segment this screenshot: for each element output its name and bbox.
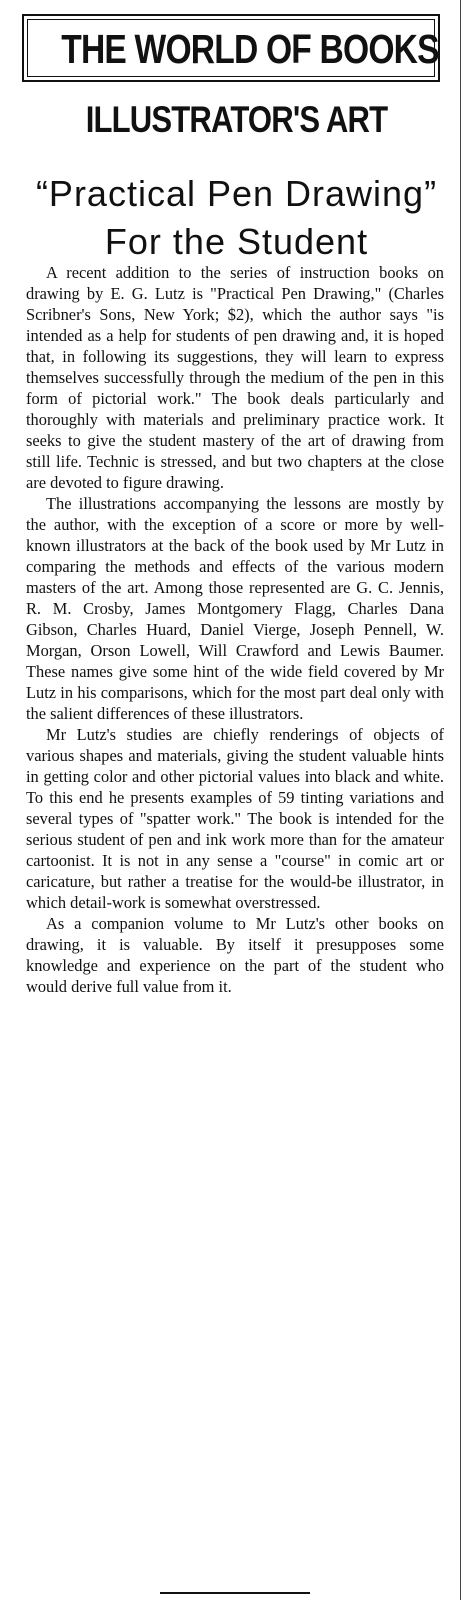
paragraph: Mr Lutz's studies are chiefly renderings of objects of various shapes and materials, giving the student valuable hints in getting color and other pictorial values into black and white. To this end he presents examples of 59 tinting variations and several types of "spatter work." The book is intended for the serious student of pen and ink work more than for the amateur cartoonist. It is not in any sense a "course" in comic art or caricature, but rather a treatise for the would-be illustrator, in which detail-work is somewhat overstressed. <box>26 725 444 912</box>
article-end-rule <box>160 1592 310 1594</box>
paragraph: The illustrations accompanying the lessons are mostly by the author, with the exception of a score or more by well-known illustrators at the back of the book used by Mr Lutz in comparing the methods and effects of the various modern masters of the art. Among those represented are G. C. Jennis, R. M. Crosby, James Montgomery Flagg, Charles Dana Gibson, Charles Huard, Daniel Vierge, Joseph Pennell, W. Morgan, Orson Lowell, Will Crawford and Lewis Baumer. These names give some hint of the wide field covered by Mr Lutz in his comparisons, which for the most part deal only with the salient differences of these illustrators. <box>26 494 444 723</box>
article-title-line-1: “Practical Pen Drawing” <box>35 173 438 214</box>
article-title-line-2: For the Student <box>104 221 369 262</box>
paragraph: As a companion volume to Mr Lutz's other books on drawing, it is valuable. By itself it presupposes some knowledge and experience on the part of the student who would derive full value from it. <box>26 914 444 996</box>
article-title <box>0 170 473 266</box>
paragraph: A recent addition to the series of instruction books on drawing by E. G. Lutz is "Practical Pen Drawing," (Charles Scribner's Sons, New York; $2), which the author says "is intended as a help for students of pen drawing and, it is hoped that, in following its suggestions, they will learn to express themselves successfully through the medium of the pen in this form of pictorial work." The book deals particularly and thoroughly with materials and preliminary practice work. It seeks to give the student mastery of the art of drawing from still life. Technic is stressed, and but two chapters at the close are devoted to figure drawing. <box>26 263 444 492</box>
column-rule <box>460 0 461 1600</box>
article-body <box>26 262 444 997</box>
article-subhead: ILLUSTRATOR'S ART <box>85 99 388 140</box>
section-header: THE WORLD OF BOOKS <box>61 26 439 72</box>
section-header-box <box>22 14 440 82</box>
